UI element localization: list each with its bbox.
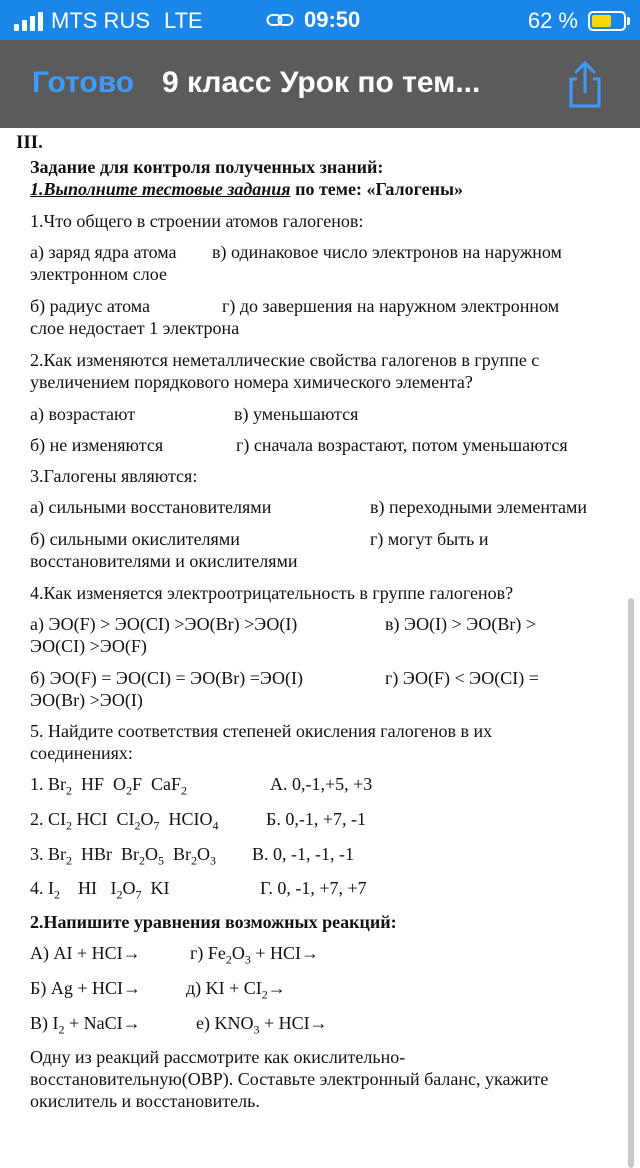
document-page [0,128,640,1136]
reaction-a: А) AI + HCI→ [30,943,141,963]
q1-option-g-cont: слое недостает 1 электрона [30,318,240,338]
q4-option-a: а) ЭО(F) > ЭО(CI) >ЭО(Br) >ЭО(I) [30,614,298,634]
signal-icon [14,11,43,31]
q3-option-g-cont: восстановителями и окислителями [30,551,298,571]
q3-option-g: г) могут быть и [370,529,489,549]
q2-option-v: в) уменьшаются [234,404,359,424]
question-2: 2.Как изменяются неметаллические свойства галогенов в группе с [30,350,540,370]
q5-row-4-answer: Г. 0, -1, +7, +7 [260,878,367,898]
task1-prefix: 1.Выполните тестовые задания [30,179,291,199]
q1-option-v-cont: электронном слое [30,264,167,284]
closing-line-2: восстановительную(ОВР). Составьте электронный баланс, укажите [30,1069,549,1089]
question-2-cont: увеличением порядкового номера химического элемента? [30,372,473,392]
closing-line-3: окислитель и восстановитель. [30,1091,260,1111]
q2-option-a: а) возрастают [30,404,136,424]
q1-option-b: б) радиус атома [30,296,150,316]
question-1: 1.Что общего в строении атомов галогенов: [30,211,364,231]
q1-option-a: а) заряд ядра атома [30,242,177,262]
status-bar [0,0,640,40]
q4-option-g: г) ЭО(F) < ЭО(CI) = [385,668,539,688]
q4-option-b: б) ЭО(F) = ЭО(CI) = ЭО(Br) =ЭО(I) [30,668,303,688]
q5-row-4-formulas: 4. $I_2$ HI $I_2O_7$ KI [30,878,170,902]
question-5-cont: соединениях: [30,743,133,763]
q5-row-3-answer: В. 0, -1, -1, -1 [252,844,354,864]
reaction-b: Б) Ag + HCI→ [30,978,141,998]
closing-line-1: Одну из реакций рассмотрите как окислительно- [30,1047,406,1067]
clock: 09:50 [304,7,361,32]
document-title: 9 класс Урок по тем... [162,66,481,99]
reaction-g: г) $Fe_2O_3 + HCI\to$ [190,943,320,967]
q3-option-v: в) переходными элементами [370,497,588,517]
question-4: 4.Как изменяется электроотрицательность в группе галогенов? [30,583,514,603]
q1-option-g: г) до завершения на наружном электронном [222,296,560,316]
battery-group [528,8,626,34]
q2-option-g: г) сначала возрастают, потом уменьшаются [236,435,568,455]
reaction-e: е) $KNO_3 + HCI\to$ [196,1013,328,1037]
q4-option-v: в) ЭО(I) > ЭО(Br) > [385,614,536,634]
q1-option-v: в) одинаковое число электронов на наружном [212,242,562,262]
carrier-group [14,8,203,34]
q4-option-v-cont: ЭО(CI) >ЭО(F) [30,636,147,656]
section-heading: Задание для контроля полученных знаний: [30,157,384,177]
task1-heading [30,178,463,200]
carrier-name: MTS RUS [51,8,150,33]
task2-heading: 2.Напишите уравнения возможных реакций: [30,912,397,932]
share-icon[interactable] [560,60,610,110]
q5-row-3-formulas: 3. $Br_2$ HBr $Br_2O_5$ $Br_2O_3$ [30,844,216,868]
done-button[interactable]: Готово [32,66,135,99]
task1-suffix: по теме: «Галогены» [290,179,464,199]
q4-option-g-cont: ЭО(Br) >ЭО(I) [30,690,143,710]
reaction-d: д) KI + $CI_2\to$ [186,978,286,1002]
battery-icon [588,11,626,31]
q5-row-1-formulas: 1. $Br_2$ HF $O_2F$ CaF$_2$ [30,774,188,798]
battery-percent: 62 % [527,8,578,33]
q5-row-2-formulas: 2. $CI_2$ HCI $CI_2O_7$ $HCIO_4$ [30,809,219,833]
nav-bar [0,40,640,128]
network-type: LTE [164,8,203,33]
q2-option-b: б) не изменяются [30,435,164,455]
question-3: 3.Галогены являются: [30,466,198,486]
q5-row-2-answer: Б. 0,-1, +7, -1 [266,809,366,829]
question-5: 5. Найдите соответствия степеней окисления галогенов в их [30,721,493,741]
reaction-v: В) $I_2$ + NaCI→ [30,1013,141,1037]
scrollbar[interactable] [628,598,634,1168]
section-number: III. [16,132,43,153]
link-icon [266,12,294,28]
q3-option-b: б) сильными окислителями [30,529,240,549]
battery-fill [592,15,611,27]
time-group [266,7,360,33]
q5-row-1-answer: А. 0,-1,+5, +3 [270,774,373,794]
q3-option-a: а) сильными восстановителями [30,497,272,517]
